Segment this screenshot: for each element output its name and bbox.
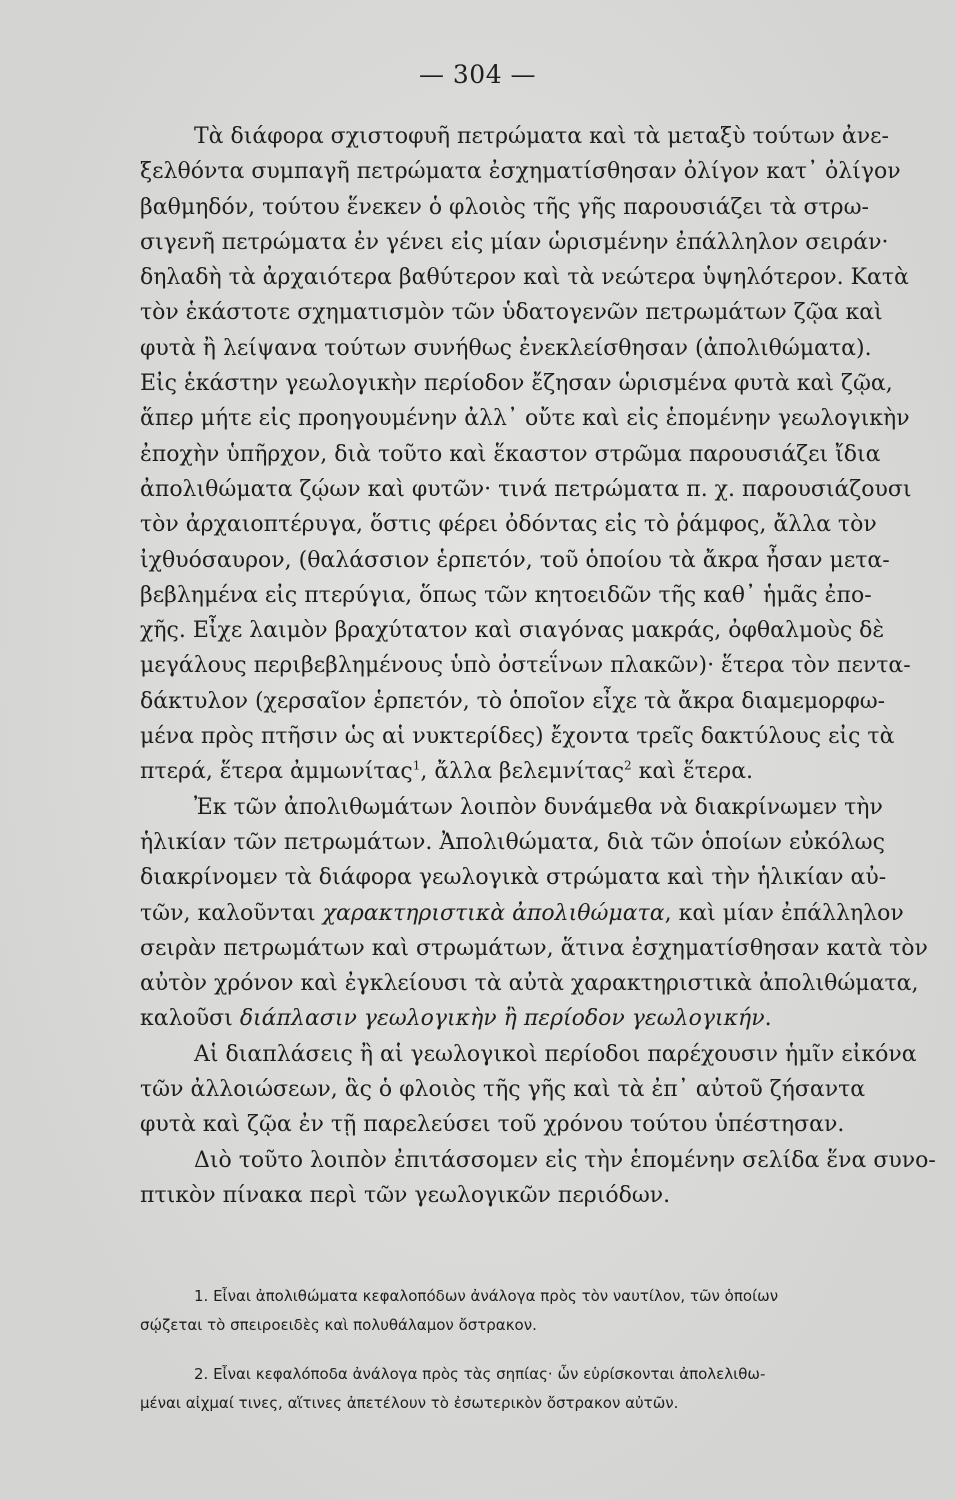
- footnotes: [140, 1282, 940, 1418]
- footnote-ref-1: 1: [412, 759, 421, 774]
- paragraph-2-line: [140, 896, 940, 931]
- paragraph-1-line: ἅπερ μήτε εἰς προηγουμένην ἀλλ᾿ οὔτε καὶ εἰς ἑπομένην γεωλογικὴν: [140, 406, 910, 432]
- paragraph-1-last-line: [140, 754, 940, 789]
- paragraph-1-line: σιγενῆ πετρώματα ἐν γένει εἰς μίαν ὡρισμένην ἐπάλληλον σειράν·: [140, 229, 889, 255]
- paragraph-1-line: ξελθόντα συμπαγῆ πετρώματα ἐσχηματίσθησαν ὀλίγον κατ᾿ ὀλίγον: [140, 159, 901, 185]
- paragraph-1-line: ἀπολιθώματα ζῴων καὶ φυτῶν· τινά πετρώματα π. χ. παρουσιάζουσι: [140, 476, 912, 502]
- italic-term: χαρακτηριστικὰ ἀπολιθώματα: [322, 900, 665, 926]
- paragraph-1-line: μένα πρὸς πτῆσιν ὡς αἱ νυκτερίδες) ἔχοντα τρεῖς δακτύλους εἰς τὰ: [140, 724, 895, 750]
- paragraph-2-text: τῶν, καλοῦνται: [140, 900, 323, 926]
- paragraph-2-text: , καὶ μίαν ἐπάλληλον: [664, 900, 904, 926]
- paragraph-2-line: σειρὰν πετρωμάτων καὶ στρωμάτων, ἅτινα ἐσχηματίσθησαν κατὰ τὸν: [140, 935, 928, 961]
- paragraph-1-line: μεγάλους περιβεβλημένους ὑπὸ ὀστεΐνων πλακῶν)· ἕτερα τὸν πεντα-: [140, 653, 911, 679]
- paragraph-2-line: ἡλικίαν τῶν πετρωμάτων. Ἀπολιθώματα, διὰ τῶν ὁποίων εὐκόλως: [140, 829, 885, 855]
- paragraph-1-last-text: καὶ ἕτερα.: [631, 759, 754, 785]
- paragraph-2-line: αὐτὸν χρόνον καὶ ἐγκλείουσι τὰ αὐτὰ χαρακτηριστικὰ ἀπολιθώματα,: [140, 971, 919, 997]
- italic-term: διάπλασιν γεωλογικὴν ἢ περίοδον γεωλογικήν: [239, 1006, 765, 1032]
- paragraph-3-line: τῶν ἀλλοιώσεων, ἃς ὁ φλοιὸς τῆς γῆς καὶ τὰ ἐπ᾿ αὐτοῦ ζήσαντα: [140, 1077, 866, 1103]
- paragraph-1-line: τὸν ἀρχαιοπτέρυγα, ὅστις φέρει ὀδόντας εἰς τὸ ῥάμφος, ἄλλα τὸν: [140, 512, 877, 538]
- paragraph-1-last-text: , ἄλλα βελεμνίτας: [420, 759, 625, 785]
- paragraph-1-line: χῆς. Εἶχε λαιμὸν βραχύτατον καὶ σιαγόνας μακράς, ὀφθαλμοὺς δὲ: [140, 618, 885, 644]
- footnote-ref-2: 2: [624, 759, 632, 774]
- paragraph-4-line: Διὸ τοῦτο λοιπὸν ἐπιτάσσομεν εἰς τὴν ἑπομένην σελίδα ἕνα συνο-: [194, 1147, 936, 1173]
- paragraph-4-line: πτικὸν πίνακα περὶ τῶν γεωλογικῶν περιόδων.: [140, 1182, 671, 1208]
- paragraph-2-line: Ἐκ τῶν ἀπολιθωμάτων λοιπὸν δυνάμεθα νὰ διακρίνωμεν τὴν: [194, 794, 883, 820]
- body-text: [140, 119, 940, 1213]
- paragraph-1-line: βαθμηδόν, τούτου ἕνεκεν ὁ φλοιὸς τῆς γῆς παρουσιάζει τὰ στρω-: [140, 194, 869, 220]
- paragraph-2-text: .: [764, 1006, 772, 1032]
- paragraph-3-line: Αἱ διαπλάσεις ἢ αἱ γεωλογικοὶ περίοδοι παρέχουσιν ἡμῖν εἰκόνα: [194, 1041, 917, 1067]
- paragraph-1-line: βεβλημένα εἰς πτερύγια, ὅπως τῶν κητοειδῶν τῆς καθ᾿ ἡμᾶς ἐπο-: [140, 582, 872, 608]
- paragraph-3-line: φυτὰ καὶ ζῷα ἐν τῇ παρελεύσει τοῦ χρόνου τούτου ὑπέστησαν.: [140, 1112, 845, 1138]
- footnote-1-cont: σῴζεται τὸ σπειροειδὲς καὶ πολυθάλαμον ὄστρακον.: [140, 1316, 537, 1334]
- paragraph-2-line: διακρίνομεν τὰ διάφορα γεωλογικὰ στρώματα καὶ τὴν ἡλικίαν αὐ-: [140, 865, 887, 891]
- page-number: — 304 —: [418, 60, 537, 89]
- paragraph-2-line: [140, 1001, 940, 1036]
- footnote-2: 2. Εἶναι κεφαλόποδα ἀνάλογα πρὸς τὰς σηπίας· ὧν εὑρίσκονται ἀπολελιθω-: [194, 1365, 766, 1383]
- paragraph-1-line: ἐποχὴν ὑπῆρχον, διὰ τοῦτο καὶ ἕκαστον στρῶμα παρουσιάζει ἴδια: [140, 441, 881, 467]
- footnote-2-cont: μέναι αἰχμαί τινες, αἵτινες ἀπετέλουν τὸ ἐσωτερικὸν ὄστρακον αὐτῶν.: [140, 1394, 679, 1412]
- paragraph-1-line: Τὰ διάφορα σχιστοφυῆ πετρώματα καὶ τὰ μεταξὺ τούτων ἀνε-: [194, 124, 889, 149]
- footnote-gap: [140, 1340, 940, 1360]
- paragraph-1-line: δάκτυλον (χερσαῖον ἑρπετόν, τὸ ὁποῖον εἶχε τὰ ἄκρα διαμεμορφω-: [140, 688, 886, 714]
- paragraph-1-line: ἰχθυόσαυρον, (θαλάσσιον ἑρπετόν, τοῦ ὁποίου τὰ ἄκρα ἦσαν μετα-: [140, 547, 890, 573]
- paragraph-1-line: Εἰς ἑκάστην γεωλογικὴν περίοδον ἔζησαν ὡρισμένα φυτὰ καὶ ζῷα,: [140, 371, 893, 397]
- paragraph-1-line: φυτὰ ἢ λείψανα τούτων συνήθως ἐνεκλείσθησαν (ἀπολιθώματα).: [140, 335, 872, 361]
- paragraph-1-last-text: πτερά, ἕτερα ἀμμωνίτας: [140, 759, 413, 785]
- footnote-1: 1. Εἶναι ἀπολιθώματα κεφαλοπόδων ἀνάλογα πρὸς τὸν ναυτίλον, τῶν ὁποίων: [194, 1287, 779, 1305]
- paragraph-1-line: δηλαδὴ τὰ ἀρχαιότερα βαθύτερον καὶ τὰ νεώτερα ὑψηλότερον. Κατὰ: [140, 265, 909, 291]
- paragraph-2-text: καλοῦσι: [140, 1006, 240, 1032]
- paragraph-1-line: τὸν ἑκάστοτε σχηματισμὸν τῶν ὑδατογενῶν πετρωμάτων ζῷα καὶ: [140, 300, 883, 326]
